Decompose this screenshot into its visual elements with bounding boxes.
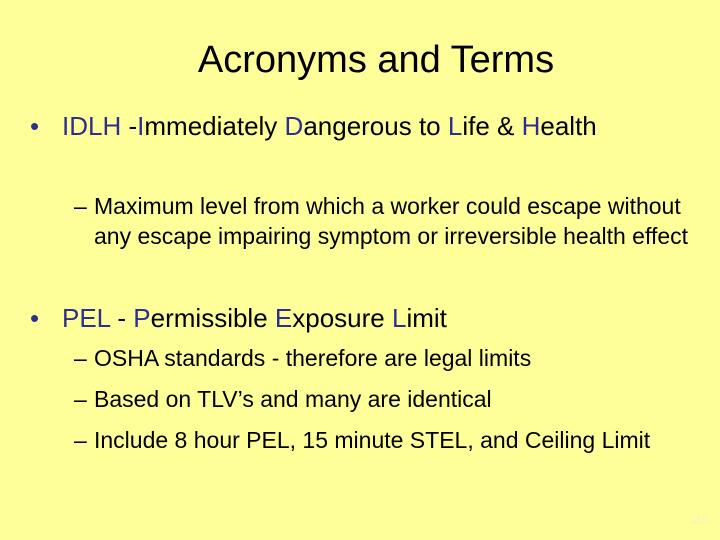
sub-item-text: Based on TLV’s and many are identical [94, 386, 492, 412]
bullet-part: PEL [62, 303, 111, 333]
sub-item-text: OSHA standards - therefore are legal limits [94, 345, 532, 371]
dash-marker: – [74, 345, 87, 371]
bullet-part: - [128, 111, 138, 141]
bullet-part: angerous to [303, 111, 448, 141]
bullet-part: mmediately [144, 111, 285, 141]
sub-item-text: Maximum level from which a worker could escape without any escape impairing symptom or irreversible health effect [94, 193, 689, 249]
bullet-part: H [521, 111, 541, 141]
bullet-part: ealth [540, 111, 597, 141]
bullet-text [62, 301, 682, 335]
bullet-marker: • [30, 303, 40, 333]
sub-item [74, 191, 714, 283]
bullet-part: imit [406, 303, 447, 333]
bullet-part: I [137, 111, 145, 141]
bullet-pel [30, 301, 690, 337]
bullet-idlh [30, 109, 690, 179]
dash-marker: – [74, 193, 87, 219]
bullet-part: L [447, 111, 463, 141]
bullet-text [62, 109, 682, 143]
bullet-marker: • [30, 111, 40, 141]
dash-marker: – [74, 427, 87, 453]
bullet-part: - [110, 303, 134, 333]
sub-item [74, 425, 714, 487]
sub-item-text: Include 8 hour PEL, 15 minute STEL, and Ceiling Limit [94, 427, 651, 453]
bullet-part: xposure [292, 303, 392, 333]
slide-title: Acronyms and Terms [197, 39, 555, 81]
sub-item [74, 384, 714, 414]
bullet-part: D [284, 111, 304, 141]
dash-marker: – [74, 386, 87, 412]
sub-item [74, 343, 714, 373]
bullet-part: L [391, 303, 407, 333]
bullet-part: E [274, 303, 293, 333]
bullet-part: IDLH [62, 111, 129, 141]
bullet-part: ife & [462, 111, 522, 141]
page-number: 110 [690, 514, 708, 526]
bullet-part: P [133, 303, 151, 333]
bullet-part: ermissible [150, 303, 275, 333]
